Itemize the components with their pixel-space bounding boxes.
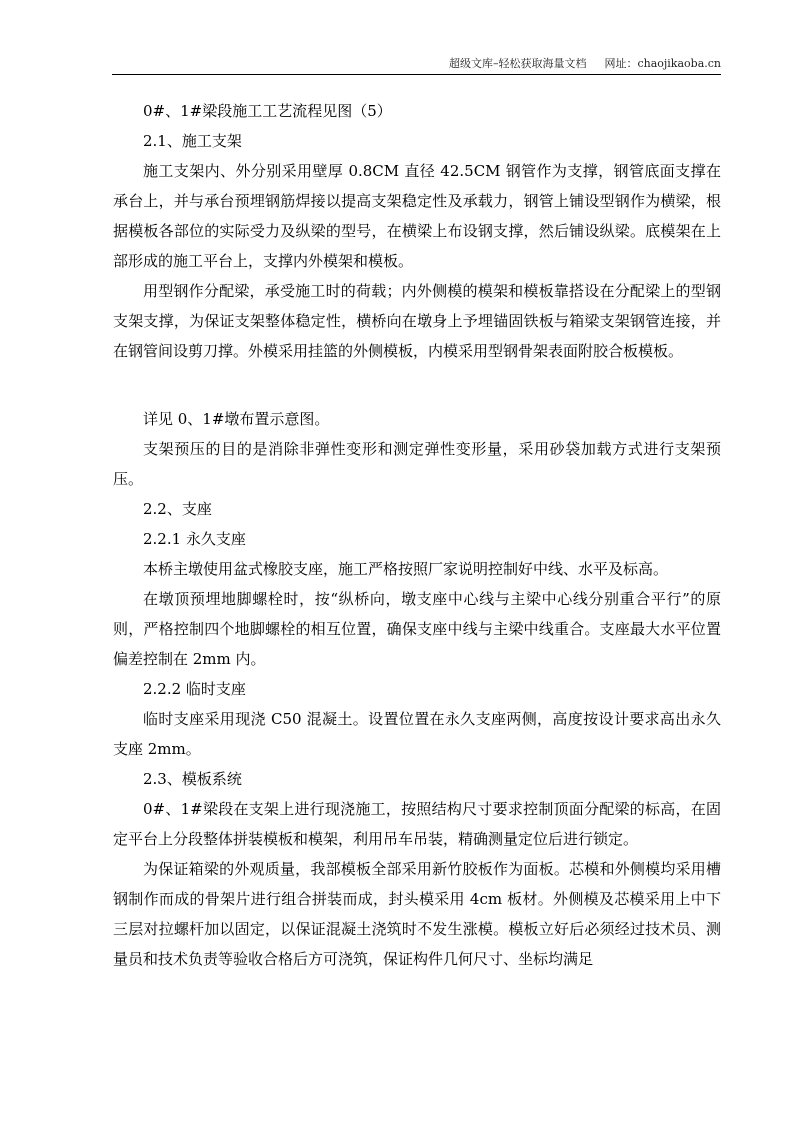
section-heading-2-2-2: 2.2.2 临时支座: [143, 680, 246, 698]
page-header: [112, 57, 721, 71]
blank-line: [113, 366, 721, 396]
paragraph-anchor-bolts: 在墩顶预埋地脚螺栓时，按“纵桥向，墩支座中心线与主梁中心线分别重合平行”的原则，严格控制四个地脚螺栓的相互位置，确保支座中线与主梁中线重合。支座最大水平位置偏差控制在 2mm 内。: [113, 590, 721, 668]
paragraph-distribution-beam: 用型钢作分配梁，承受施工时的荷载；内外侧模的模架和模板靠搭设在分配梁上的型钢支架支撑，为保证支架整体稳定性，横桥向在墩身上予埋锚固铁板与箱梁支架钢管连接，并在钢管间设剪刀撑。外模采用挂篮的外侧模板，内模采用型钢骨架表面附胶合板模板。: [113, 282, 721, 360]
spacer: [113, 396, 721, 404]
section-heading-2-2-1: 2.2.1 永久支座: [143, 530, 246, 548]
paragraph-permanent-bearing: 本桥主墩使用盆式橡胶支座，施工严格按照厂家说明控制好中线、水平及标高。: [143, 560, 669, 578]
paragraph-preloading: 支架预压的目的是消除非弹性变形和测定弹性变形量，采用砂袋加载方式进行支架预压。: [113, 440, 721, 488]
header-rule: [112, 74, 721, 75]
section-heading-2-3: 2.3、模板系统: [143, 770, 242, 788]
flow-chart-reference: 0#、1#梁段施工工艺流程见图（5）: [143, 102, 392, 120]
paragraph-temporary-bearing: 临时支座采用现浇 C50 混凝土。设置位置在永久支座两侧，高度按设计要求高出永久支座 2mm。: [113, 710, 721, 758]
paragraph-layout-reference: 详见 0、1#墩布置示意图。: [143, 410, 330, 428]
paragraph-formwork-quality: 为保证箱梁的外观质量，我部模板全部采用新竹胶板作为面板。芯模和外侧模均采用槽钢制作而成的骨架片进行组合拼装而成，封头模采用 4cm 板材。外侧模及芯模采用上中下三层对拉螺杆加以固定，以保证混凝土浇筑时不发生涨模。模板立好后必须经过技术员、测量员和技术负责等验收合格后方可浇筑，保证构件几何尺寸、坐标均满足: [113, 860, 721, 968]
paragraph-support-frame: 施工支架内、外分别采用壁厚 0.8CM 直径 42.5CM 钢管作为支撑，钢管底面支撑在承台上，并与承台预埋钢筋焊接以提高支架稳定性及承载力，钢管上铺设型钢作为横梁，根据模板各部位的实际受力及纵梁的型号，在横梁上布设钢支撑，然后铺设纵梁。底模架在上部形成的施工平台上，支撑内外模架和模板。: [113, 162, 721, 270]
paragraph-cast-in-place: 0#、1#梁段在支架上进行现浇施工，按照结构尺寸要求控制顶面分配梁的标高，在固定平台上分段整体拼装模板和模架，利用吊车吊装，精确测量定位后进行锁定。: [113, 800, 721, 848]
section-heading-2-2: 2.2、支座: [143, 500, 212, 518]
header-url: 网址：chaojikaoba.cn: [604, 57, 721, 70]
document-body: [113, 96, 721, 974]
section-heading-2-1: 2.1、施工支架: [143, 132, 242, 150]
header-site-name: 超级文库–轻松获取海量文档: [448, 57, 587, 70]
